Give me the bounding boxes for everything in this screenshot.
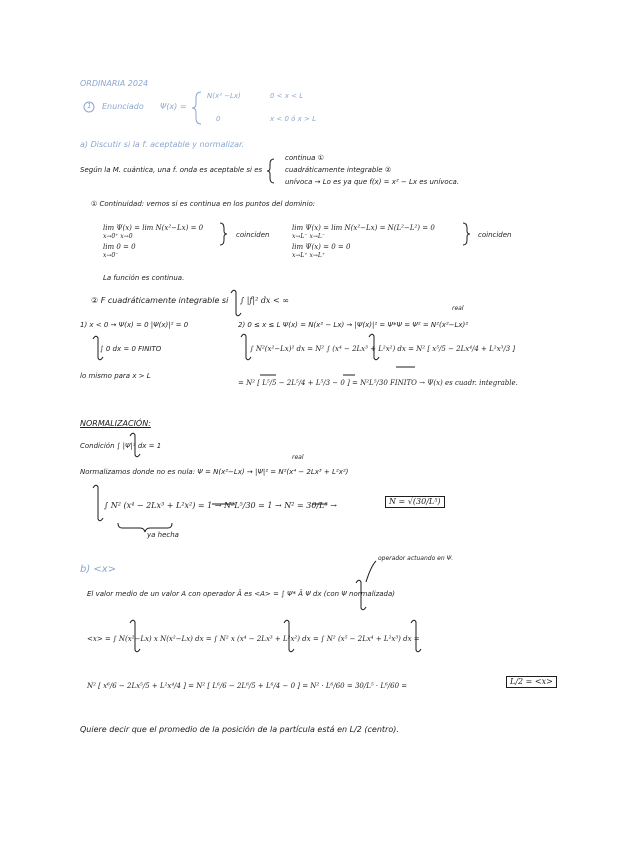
- normalization-result: N = √(30/L⁵): [385, 496, 445, 508]
- limit-4: lim Ψ(x) = 0 = 0: [292, 243, 351, 251]
- real-note-1: real: [452, 305, 464, 312]
- real-note-2: real: [292, 454, 304, 461]
- psi-definition: Ψ(x) =: [160, 102, 187, 111]
- x-evaluation: N² [ x⁶/6 − 2Lx⁵/5 + L²x⁴/4 ] = N² [ L⁶/6 − 2L⁶/5 + L⁶/4 − 0 ] = N² · L⁶/60 = 30/L⁵ · L⁶/60 =: [87, 682, 408, 690]
- part-a-heading: a) Discutir si la f. aceptable y normalizar.: [80, 140, 245, 149]
- coinciden-2: coinciden: [478, 231, 512, 239]
- continuity-conclusion: La función es continua.: [103, 274, 185, 282]
- part-b-heading: b) <x>: [80, 564, 117, 575]
- limit-3: lim Ψ(x) = lim N(x²−Lx) = N(L²−L²) = 0: [292, 224, 435, 232]
- operator-note: operador actuando en Ψ.: [378, 555, 454, 562]
- square-integral: ∫ |f|² dx < ∞: [240, 296, 289, 305]
- limit-1: lim Ψ(x) = lim N(x²−Lx) = 0: [103, 224, 204, 232]
- condition-univocal: unívoca → Lo es ya que f(x) = x² − Lx es unívoca.: [285, 178, 460, 186]
- part-a-intro: Según la M. cuántica, una f. onda es aceptable si es: [80, 166, 263, 174]
- x-result: L/2 = <x>: [506, 676, 557, 688]
- case-x-less-0-integral: ∫ 0 dx = 0 FINITO: [100, 345, 162, 353]
- limit-2-sub: x→0⁻: [103, 252, 119, 259]
- case-middle: 2) 0 ≤ x ≤ L Ψ(x) = N(x² − Lx) → |Ψ(x)|² = Ψ*Ψ = Ψ² = N²(x²−Lx)²: [238, 321, 469, 329]
- limit-1-sub: x→0⁺ x→0: [103, 233, 133, 240]
- case1-condition: 0 < x < L: [270, 92, 304, 100]
- limit-2: lim 0 = 0: [103, 243, 136, 251]
- continuity-title: ① Continuidad: vemos si es continua en los puntos del dominio:: [91, 200, 316, 208]
- case-middle-integral: ∫ N²(x²−Lx)² dx = N² ∫ (x⁴ − 2Lx³ + L²x²) dx = N² [ x⁵/5 − 2Lx⁴/4 + L²x³/3 ]: [250, 345, 516, 353]
- limit-4-sub: x→L⁺ x→L⁺: [292, 252, 326, 259]
- case-x-greater-L: lo mismo para x > L: [80, 372, 151, 380]
- square-integrable-title: ② F cuadráticamente integrable si: [91, 296, 229, 305]
- condition-continuous: continua ①: [285, 154, 324, 162]
- case-x-less-0: 1) x < 0 → Ψ(x) = 0 |Ψ(x)|² = 0: [80, 321, 189, 329]
- condition-square-integrable: cuadráticamente integrable ②: [285, 166, 392, 174]
- case2-condition: x < 0 ó x > L: [270, 115, 317, 123]
- problem-number: 1: [87, 102, 92, 110]
- case-middle-result: = N² [ L⁵/5 − 2L⁵/4 + L⁵/3 − 0 ] = N²L⁵/30 FINITO → Ψ(x) es cuadr. integrable.: [238, 379, 518, 387]
- case2-expression: 0: [216, 115, 221, 123]
- limit-3-sub: x→L⁻ x→L⁻: [292, 233, 326, 240]
- coinciden-1: coinciden: [236, 231, 270, 239]
- case1-expression: N(x² −Lx): [207, 92, 241, 100]
- normalization-line: Normalizamos donde no es nula: Ψ = N(x²−Lx) → |Ψ|² = N²(x⁴ − 2Lx³ + L²x²): [80, 468, 349, 476]
- ya-hecha-note: ya hecha: [147, 531, 179, 539]
- mean-value-definition: El valor medio de un valor A con operador Â es <A> = ∫ Ψ* Â Ψ dx (con Ψ normalizada): [87, 590, 396, 598]
- exam-title: ORDINARIA 2024: [80, 79, 149, 88]
- normalization-equation: ∫ N² (x⁴ − 2Lx³ + L²x²) = 1 → N²L⁵/30 = 1 → N² = 30/L⁵ →: [104, 501, 337, 510]
- problem-label: Enunciado: [102, 102, 144, 111]
- x-integral: <x> = ∫ N(x²−Lx) x N(x²−Lx) dx = ∫ N² x (x⁴ − 2Lx³ + L²x²) dx = ∫ N² (x⁵ − 2Lx⁴ + L²x³) dx =: [87, 635, 420, 643]
- conclusion: Quiere decir que el promedio de la posición de la partícula está en L/2 (centro).: [80, 725, 399, 734]
- normalization-condition: Condición ∫ |Ψ|² dx = 1: [80, 442, 162, 450]
- normalization-heading: NORMALIZACIÓN:: [80, 419, 151, 428]
